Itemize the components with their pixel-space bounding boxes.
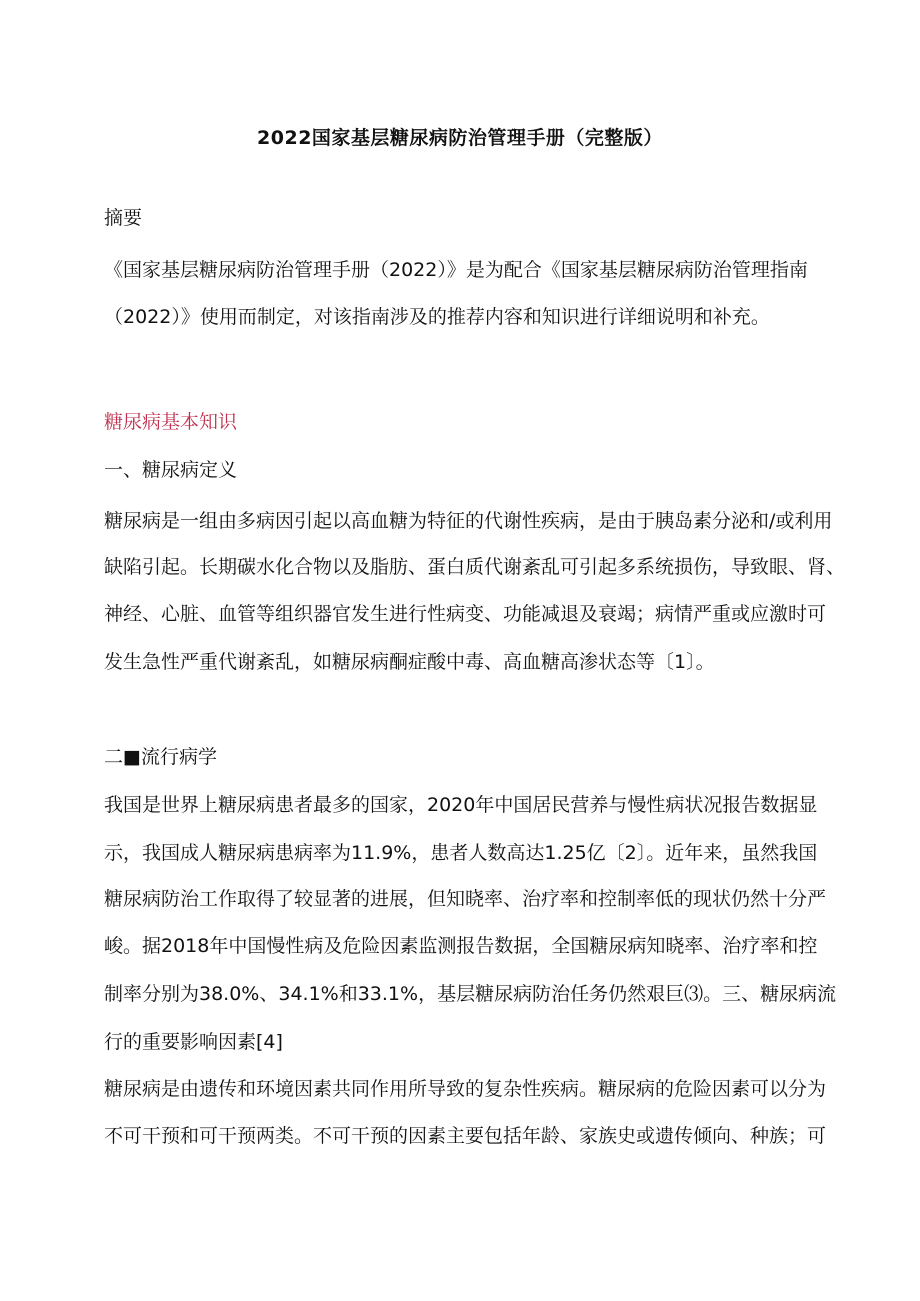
section-heading: 糖尿病基本知识 (104, 411, 238, 433)
subsection-heading-definition: 一、糖尿病定义 (104, 459, 238, 481)
paragraph-line: 峻。据2018年中国慢性病及危险因素监测报告数据，全国糖尿病知晓率、治疗率和控 (104, 935, 818, 957)
abstract-line: 《国家基层糖尿病防治管理手册（2022）》是为配合《国家基层糖尿病防治管理指南 (104, 259, 808, 281)
paragraph-line: 不可干预和可干预两类。不可干预的因素主要包括年龄、家族史或遗传倾向、种族；可 (104, 1125, 827, 1147)
document-title: 2022国家基层糖尿病防治管理手册（完整版） (257, 127, 663, 149)
paragraph-line: 糖尿病防治工作取得了较显著的进展，但知晓率、治疗率和控制率低的现状仍然十分严 (104, 888, 827, 910)
paragraph-line: 神经、心脏、血管等组织器官发生进行性病变、功能减退及衰竭；病情严重或应激时可 (104, 603, 827, 625)
paragraph-line: 我国是世界上糖尿病患者最多的国家，2020年中国居民营养与慢性病状况报告数据显 (104, 794, 818, 816)
abstract-heading: 摘要 (104, 207, 143, 229)
paragraph-line: 制率分别为38.0%、34.1%和33.1%，基层糖尿病防治任务仍然艰巨⑶。三、糖尿病流 (104, 983, 837, 1005)
paragraph-line: 示，我国成人糖尿病患病率为11.9%，患者人数高达1.25亿〔2〕。近年来，虽然我国 (104, 842, 818, 864)
subsection-heading-epidemiology: 二■流行病学 (104, 746, 217, 768)
paragraph-line: 缺陷引起。长期碳水化合物以及脂肪、蛋白质代谢紊乱可引起多系统损伤，导致眼、肾、 (104, 556, 846, 578)
paragraph-line: 行的重要影响因素[4] (104, 1031, 283, 1053)
paragraph-line: 发生急性严重代谢紊乱，如糖尿病酮症酸中毒、高血糖高渗状态等〔1〕。 (104, 651, 715, 673)
paragraph-line: 糖尿病是一组由多病因引起以高血糖为特征的代谢性疾病，是由于胰岛素分泌和/或利用 (104, 510, 833, 532)
paragraph-line: 糖尿病是由遗传和环境因素共同作用所导致的复杂性疾病。糖尿病的危险因素可以分为 (104, 1078, 827, 1100)
abstract-line: （2022）》使用而制定，对该指南涉及的推荐内容和知识进行详细说明和补充。 (104, 306, 770, 328)
